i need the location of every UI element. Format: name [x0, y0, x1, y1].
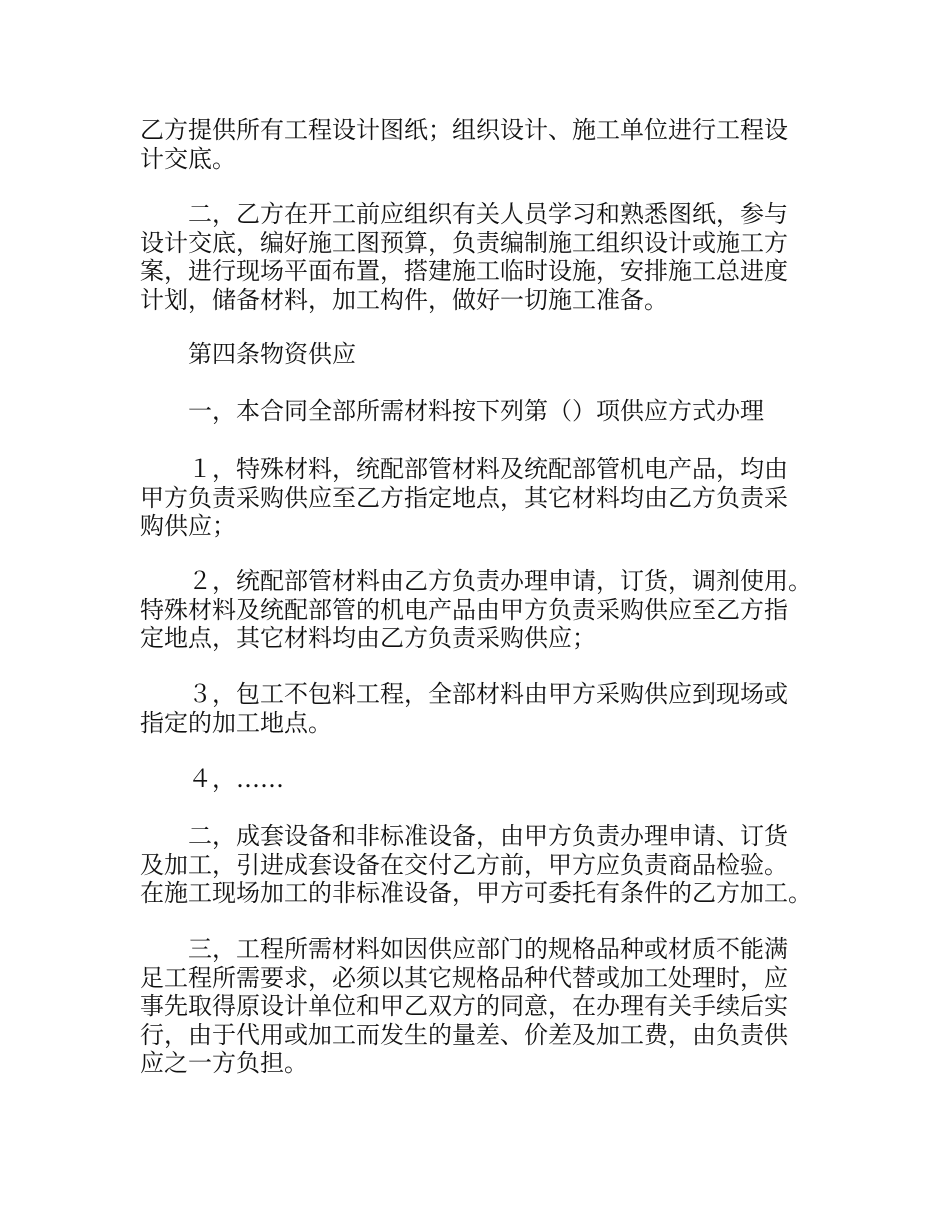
- paragraph-line: 一，本合同全部所需材料按下列第（）项供应方式办理: [140, 397, 764, 425]
- paragraph-line: 三，工程所需材料如因供应部门的规格品种或材质不能满: [140, 935, 788, 963]
- paragraph-line: 应之一方负担。: [140, 1049, 308, 1077]
- paragraph-clause-two-preparation: [140, 200, 830, 314]
- paragraph-line: 二，乙方在开工前应组织有关人员学习和熟悉图纸，参与: [140, 200, 788, 228]
- list-item-option-1: [140, 455, 830, 541]
- section-heading: 第四条物资供应: [140, 340, 356, 368]
- list-item-option-3: [140, 680, 830, 737]
- paragraph-line: 购供应；: [140, 512, 236, 540]
- paragraph-line: 特殊材料及统配部管的机电产品由甲方负责采购供应至乙方指: [140, 595, 788, 624]
- paragraph-supply-method: [140, 397, 830, 426]
- paragraph-line: 指定的加工地点。: [140, 708, 332, 737]
- paragraph-complete-equipment: [140, 822, 830, 908]
- paragraph-design-drawings: [140, 116, 830, 173]
- paragraph-line: 计交底。: [140, 144, 236, 173]
- section-heading-article-four: [140, 340, 830, 369]
- paragraph-line: 计划，储备材料，加工构件，做好一切施工准备。: [140, 285, 668, 314]
- paragraph-line: 案，进行现场平面布置，搭建施工临时设施，安排施工总进度: [140, 257, 788, 285]
- list-item-option-4: [140, 765, 830, 794]
- paragraph-line: ４，……: [140, 765, 284, 793]
- paragraph-line: 定地点，其它材料均由乙方负责采购供应；: [140, 624, 596, 652]
- paragraph-line: 二，成套设备和非标准设备，由甲方负责办理申请、订货: [140, 822, 788, 850]
- paragraph-material-substitution: [140, 935, 830, 1078]
- paragraph-line: 及加工，引进成套设备在交付乙方前，甲方应负责商品检验。: [140, 850, 788, 879]
- paragraph-line: 事先取得原设计单位和甲乙双方的同意，在办理有关手续后实: [140, 992, 788, 1020]
- paragraph-line: ３，包工不包料工程，全部材料由甲方采购供应到现场或: [140, 680, 788, 708]
- paragraph-line: 甲方负责采购供应至乙方指定地点，其它材料均由乙方负责采: [140, 483, 788, 512]
- paragraph-line: 在施工现场加工的非标准设备，甲方可委托有条件的乙方加工。: [140, 879, 812, 907]
- paragraph-line: 行，由于代用或加工而发生的量差、价差及加工费，由负责供: [140, 1020, 788, 1049]
- paragraph-line: 足工程所需要求，必须以其它规格品种代替或加工处理时，应: [140, 963, 788, 992]
- paragraph-line: ２，统配部管材料由乙方负责办理申请，订货，调剂使用。: [140, 567, 812, 595]
- paragraph-line: 设计交底，编好施工图预算，负责编制施工组织设计或施工方: [140, 228, 788, 257]
- paragraph-line: １，特殊材料，统配部管材料及统配部管机电产品，均由: [140, 455, 788, 483]
- list-item-option-2: [140, 567, 830, 653]
- paragraph-line: 乙方提供所有工程设计图纸；组织设计、施工单位进行工程设: [140, 116, 788, 144]
